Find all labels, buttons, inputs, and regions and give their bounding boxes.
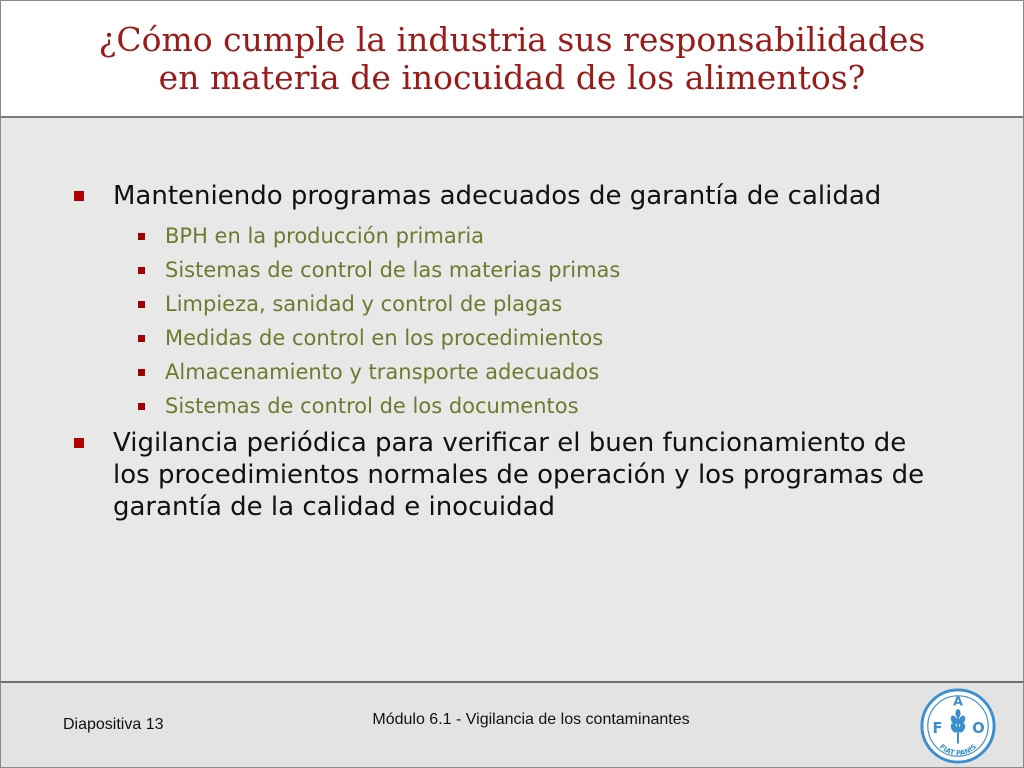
content-area bbox=[0, 118, 1024, 681]
sub-bullet-text: Almacenamiento y transporte adecuados bbox=[165, 360, 600, 384]
logo-letter-a: A bbox=[953, 693, 963, 709]
sub-bullet-item bbox=[113, 355, 949, 389]
square-bullet-icon bbox=[138, 301, 145, 308]
sub-bullet-item bbox=[113, 389, 949, 423]
bullet-list bbox=[69, 180, 949, 523]
slide-title-line-1: ¿Cómo cumple la industria sus responsabilidades bbox=[98, 19, 926, 59]
square-bullet-icon bbox=[74, 191, 84, 201]
square-bullet-icon bbox=[74, 438, 84, 448]
slide-number: Diapositiva 13 bbox=[63, 716, 164, 733]
square-bullet-icon bbox=[138, 369, 145, 376]
square-bullet-icon bbox=[138, 267, 145, 274]
square-bullet-icon bbox=[138, 335, 145, 342]
logo-letter-o: O bbox=[972, 719, 985, 737]
sub-bullet-text: Sistemas de control de los documentos bbox=[165, 394, 579, 418]
sub-bullet-item bbox=[113, 219, 949, 253]
sub-bullet-text: Medidas de control en los procedimientos bbox=[165, 326, 604, 350]
title-box bbox=[0, 0, 1024, 118]
sub-bullet-text: Limpieza, sanidad y control de plagas bbox=[165, 292, 563, 316]
module-label: Módulo 6.1 - Vigilancia de los contaminantes bbox=[372, 711, 690, 728]
sub-bullet-list bbox=[113, 219, 949, 423]
sub-bullet-text: Sistemas de control de las materias primas bbox=[165, 258, 621, 282]
square-bullet-icon bbox=[138, 233, 145, 240]
logo-motto: FIAT PANIS bbox=[937, 742, 979, 758]
slide-footer bbox=[0, 681, 1024, 768]
sub-bullet-item bbox=[113, 287, 949, 321]
sub-bullet-item bbox=[113, 253, 949, 287]
square-bullet-icon bbox=[138, 403, 145, 410]
slide-title-line-2: en materia de inocuidad de los alimentos? bbox=[158, 57, 866, 97]
bullet-text: Vigilancia periódica para verificar el buen funcionamiento de los procedimientos normales de operación y los programas de garantía de la calidad e inocuidad bbox=[113, 428, 925, 522]
fao-logo-icon bbox=[919, 687, 997, 765]
sub-bullet-text: BPH en la producción primaria bbox=[165, 224, 485, 248]
sub-bullet-item bbox=[113, 321, 949, 355]
bullet-item-2 bbox=[69, 427, 949, 523]
bullet-item-1 bbox=[69, 180, 949, 423]
logo-letter-f: F bbox=[932, 719, 943, 737]
bullet-text: Manteniendo programas adecuados de garantía de calidad bbox=[113, 181, 882, 211]
